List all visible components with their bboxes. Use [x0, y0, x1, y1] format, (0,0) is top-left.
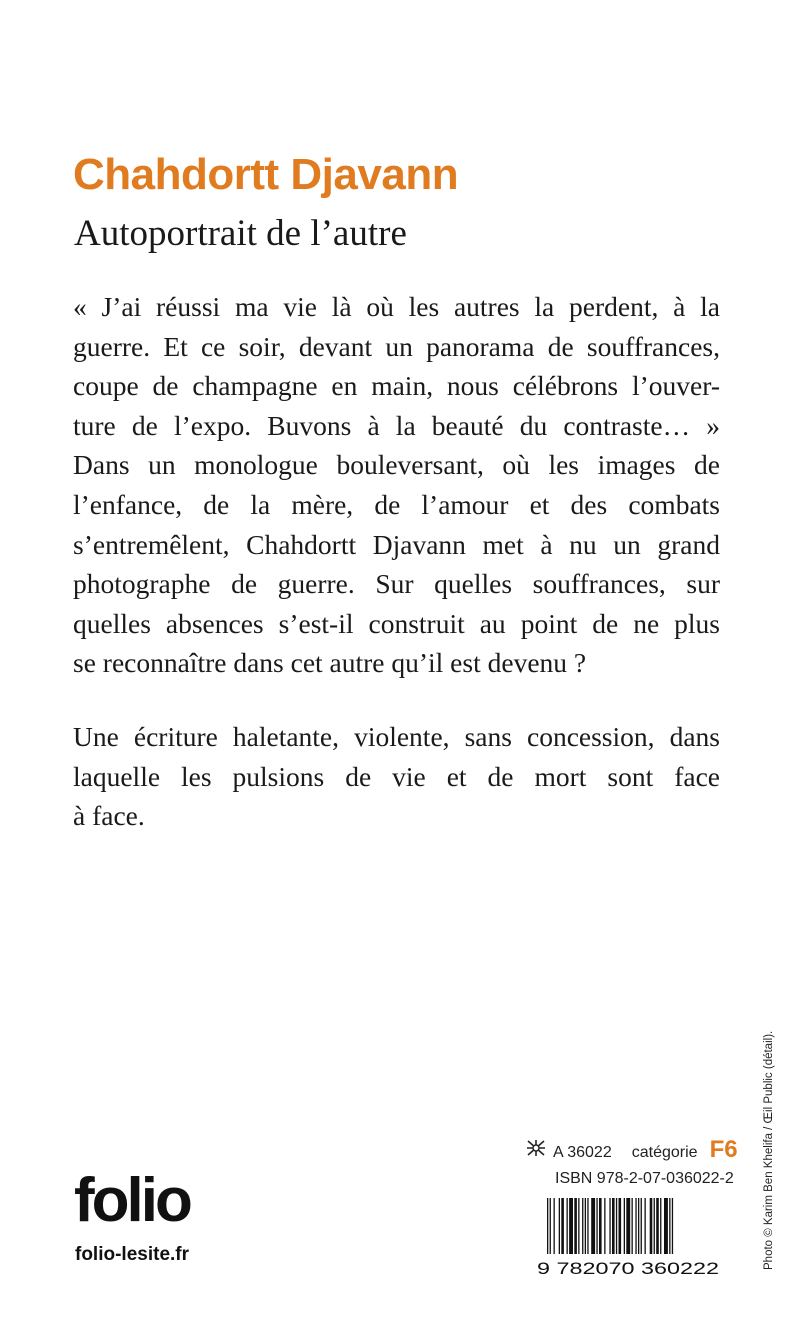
blurb-line: se reconnaître dans cet autre qu’il est devenu ? [73, 647, 587, 679]
barcode-bar [582, 1198, 583, 1254]
blurb-line: quelles absences s’est-il construit au point de ne plus [73, 607, 720, 639]
book-title: Autoportrait de l’autre [74, 213, 407, 254]
barcode-bar [569, 1198, 573, 1254]
barcode-bar [587, 1198, 588, 1254]
barcode-bar [599, 1198, 602, 1254]
blurb-line: « J’ai réussi ma vie là où les autres la perdent, à la [73, 291, 720, 322]
photo-credit: Photo © Karim Ben Khelifa / Œil Public (détail). [763, 1030, 775, 1270]
barcode-bar [650, 1198, 653, 1254]
author-name: Chahdortt Djavann [73, 150, 459, 199]
barcode-bar [654, 1198, 655, 1254]
catalog-code-line [525, 1138, 738, 1162]
barcode-bar [660, 1198, 661, 1254]
barcode-bar [645, 1198, 646, 1254]
barcode-bar [609, 1198, 610, 1254]
blurb-paragraph-1 [73, 287, 720, 683]
barcode-bar [624, 1198, 625, 1254]
blurb-line: s’entremêlent, Chahdortt Djavann met à nu un grand [73, 528, 720, 560]
publisher-website: folio-lesite.fr [75, 1244, 190, 1265]
barcode-bar [574, 1198, 577, 1254]
barcode-bar [632, 1198, 633, 1254]
blurb-line: l’enfance, de la mère, de l’amour et des combats [73, 488, 720, 520]
barcode-bar [591, 1198, 595, 1254]
category-label: catégorie [631, 1144, 698, 1161]
blurb-paragraph-2 [73, 717, 720, 836]
barcode-bar [656, 1198, 659, 1254]
barcode-bar [604, 1198, 605, 1254]
blurb-line: Une écriture haletante, violente, sans concession, dans [73, 721, 720, 752]
barcode-number: 9 782070 360222 [537, 1259, 719, 1276]
barcode-bar [567, 1198, 568, 1254]
isbn: ISBN 978-2-07-036022-2 [555, 1170, 734, 1187]
barcode-bar [638, 1198, 639, 1254]
barcode [533, 1198, 723, 1276]
barcode-bar [585, 1198, 586, 1254]
blurb-line: coupe de champagne en main, nous célébrons l’ouver- [73, 370, 720, 402]
barcode-bar [612, 1198, 615, 1254]
barcode-bar [672, 1198, 673, 1254]
barcode-bar [578, 1198, 579, 1254]
barcode-bar [619, 1198, 622, 1254]
blurb-line: ture de l’expo. Buvons à la beauté du contraste… » [73, 409, 720, 441]
blurb-line: Dans un monologue bouleversant, où les images de [73, 449, 720, 481]
blurb-line: guerre. Et ce soir, devant un panorama de souffrances, [73, 330, 720, 362]
barcode-bar [547, 1198, 548, 1254]
catalog-code: A 36022 [553, 1144, 612, 1161]
category-code: F6 [709, 1136, 738, 1163]
gallimard-star-icon [525, 1139, 547, 1162]
blurb-line: photographe de guerre. Sur quelles souffrances, sur [73, 568, 720, 600]
blurb-line: à face. [73, 800, 145, 832]
barcode-bar [669, 1198, 670, 1254]
barcode-bar [561, 1198, 564, 1254]
barcode-bar [626, 1198, 630, 1254]
barcode-bar [641, 1198, 642, 1254]
barcode-bar [616, 1198, 617, 1254]
barcode-bar [635, 1198, 636, 1254]
blurb-line: laquelle les pulsions de vie et de mort sont face [73, 760, 720, 792]
barcode-bar [559, 1198, 560, 1254]
barcode-bar [664, 1198, 668, 1254]
barcode-bar [550, 1198, 551, 1254]
barcode-bar [596, 1198, 597, 1254]
barcode-bar [554, 1198, 555, 1254]
folio-logo: folio [74, 1166, 190, 1235]
